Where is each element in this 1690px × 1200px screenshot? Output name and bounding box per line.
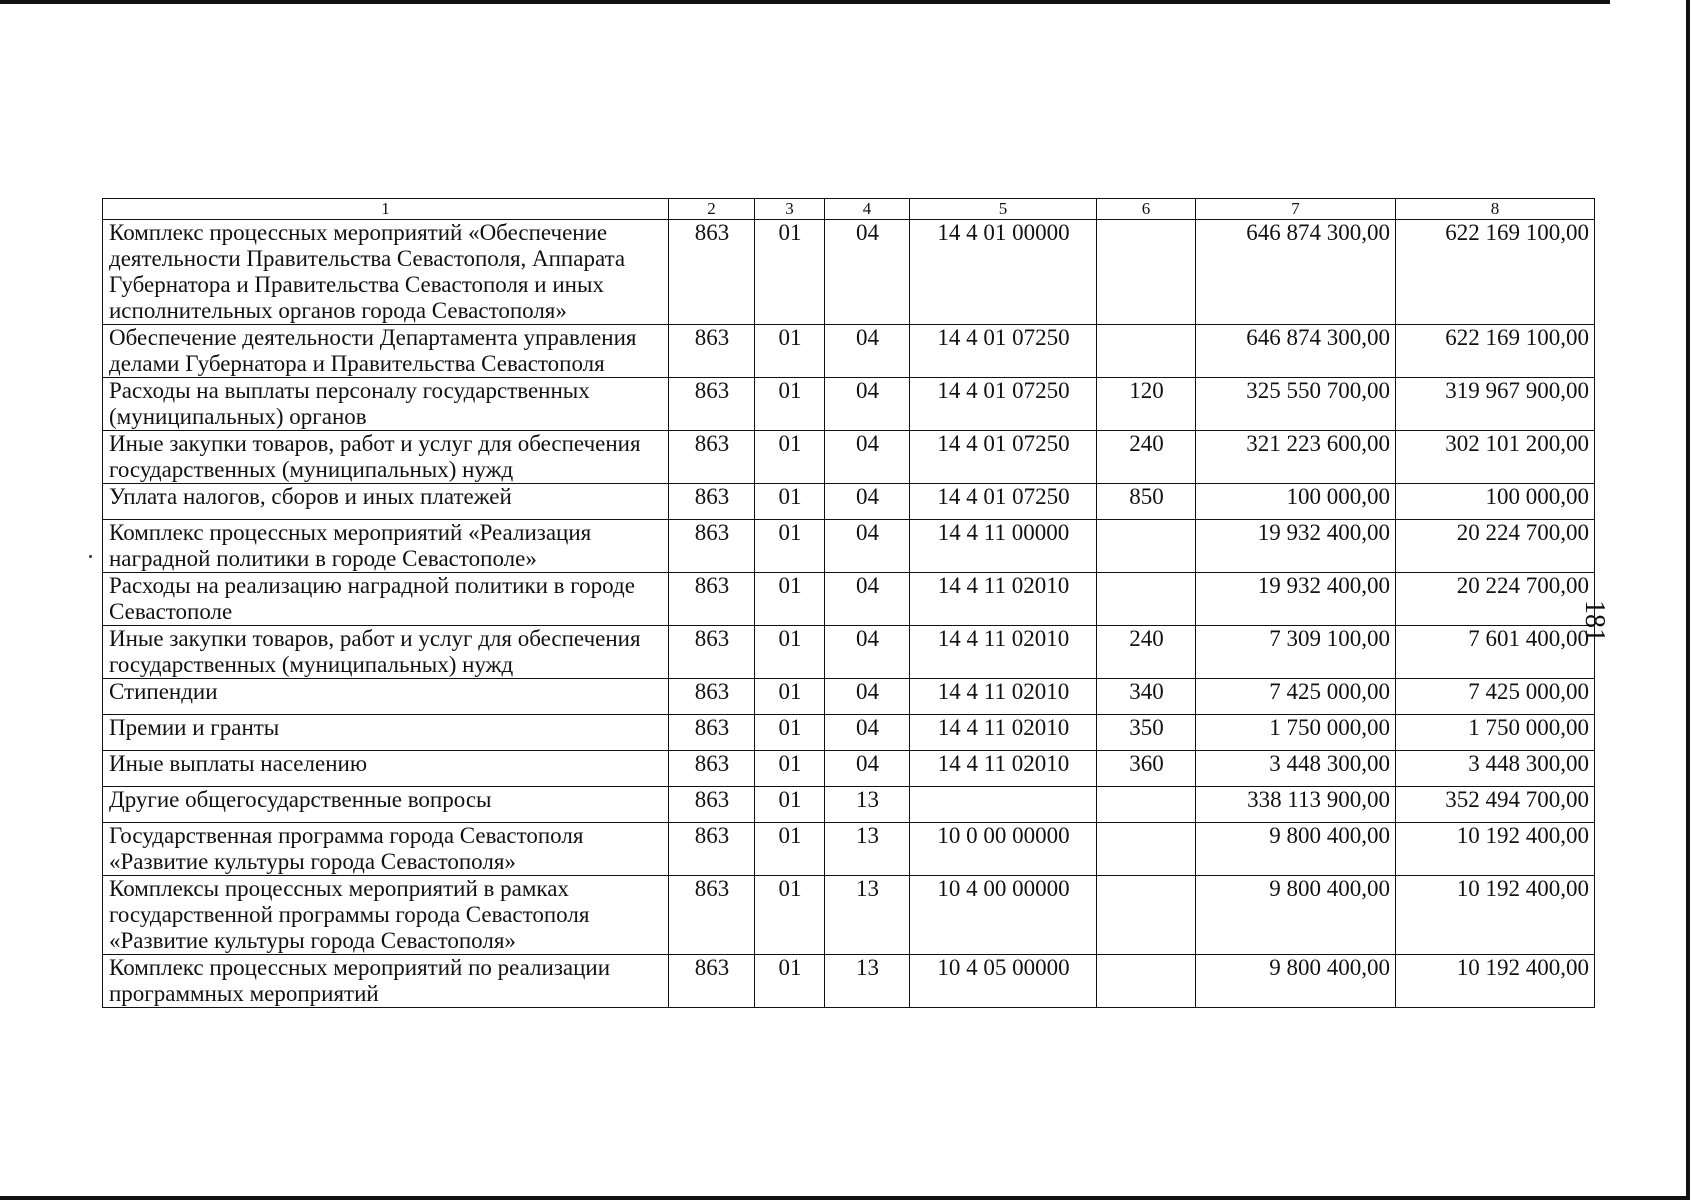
row-amount-year2-cell: 622 169 100,00 [1396,220,1595,325]
row-subsection-cell: 04 [825,431,910,484]
row-amount-year1-cell: 7 425 000,00 [1196,679,1396,715]
row-amount-year2-cell: 20 224 700,00 [1396,520,1595,573]
scan-right-border [1686,0,1690,1200]
row-expense-type-cell [1097,220,1196,325]
row-target-article-cell: 14 4 11 02010 [910,679,1097,715]
scan-bottom-border [0,1196,1690,1200]
row-target-article-cell: 10 0 00 00000 [910,823,1097,876]
row-amount-year1-cell: 9 800 400,00 [1196,955,1396,1008]
table-row [103,573,1595,626]
table-row [103,876,1595,955]
budget-table [102,198,1595,1008]
row-section-cell: 01 [755,823,825,876]
row-subsection-cell: 04 [825,325,910,378]
row-subsection-cell: 04 [825,520,910,573]
table-body [103,220,1595,1008]
row-subsection-cell: 04 [825,484,910,520]
row-ministry-code-cell: 863 [669,378,755,431]
row-expense-type-cell [1097,823,1196,876]
table-row [103,431,1595,484]
table-row [103,679,1595,715]
row-amount-year2-cell: 7 425 000,00 [1396,679,1595,715]
row-expense-type-cell: 350 [1097,715,1196,751]
table-row [103,378,1595,431]
row-name-cell: Уплата налогов, сборов и иных платежей [103,484,669,520]
row-ministry-code-cell: 863 [669,220,755,325]
column-header-4: 4 [825,199,910,220]
row-subsection-cell: 04 [825,573,910,626]
row-ministry-code-cell: 863 [669,520,755,573]
row-subsection-cell: 04 [825,626,910,679]
row-amount-year2-cell: 352 494 700,00 [1396,787,1595,823]
row-amount-year2-cell: 302 101 200,00 [1396,431,1595,484]
page-number: 181 [1579,600,1610,642]
row-section-cell: 01 [755,955,825,1008]
row-name-cell: Иные выплаты населению [103,751,669,787]
row-ministry-code-cell: 863 [669,876,755,955]
row-target-article-cell: 14 4 01 07250 [910,484,1097,520]
row-name-cell: Комплекс процессных мероприятий «Обеспечение деятельности Правительства Севастополя, Аппарата Губернатора и Правительства Севастополя и иных исполнительных органов города Севастополя» [103,220,669,325]
scan-speck [89,555,92,558]
row-ministry-code-cell: 863 [669,679,755,715]
table-row [103,715,1595,751]
column-header-3: 3 [755,199,825,220]
row-target-article-cell: 14 4 11 00000 [910,520,1097,573]
row-expense-type-cell [1097,876,1196,955]
row-section-cell: 01 [755,378,825,431]
row-target-article-cell: 14 4 01 07250 [910,325,1097,378]
row-amount-year1-cell: 321 223 600,00 [1196,431,1396,484]
row-section-cell: 01 [755,431,825,484]
row-amount-year1-cell: 9 800 400,00 [1196,823,1396,876]
row-expense-type-cell [1097,520,1196,573]
row-section-cell: 01 [755,573,825,626]
row-target-article-cell: 14 4 11 02010 [910,751,1097,787]
row-amount-year1-cell: 338 113 900,00 [1196,787,1396,823]
row-expense-type-cell [1097,573,1196,626]
row-section-cell: 01 [755,520,825,573]
row-section-cell: 01 [755,876,825,955]
column-header-5: 5 [910,199,1097,220]
row-section-cell: 01 [755,715,825,751]
row-subsection-cell: 13 [825,787,910,823]
row-amount-year1-cell: 325 550 700,00 [1196,378,1396,431]
row-amount-year1-cell: 646 874 300,00 [1196,325,1396,378]
row-amount-year1-cell: 19 932 400,00 [1196,520,1396,573]
column-header-8: 8 [1396,199,1595,220]
row-name-cell: Государственная программа города Севастополя «Развитие культуры города Севастополя» [103,823,669,876]
row-name-cell: Комплекс процессных мероприятий по реализации программных мероприятий [103,955,669,1008]
table-row [103,787,1595,823]
row-ministry-code-cell: 863 [669,325,755,378]
row-name-cell: Обеспечение деятельности Департамента управления делами Губернатора и Правительства Севастополя [103,325,669,378]
row-subsection-cell: 13 [825,876,910,955]
table-row [103,823,1595,876]
row-expense-type-cell: 240 [1097,431,1196,484]
row-amount-year2-cell: 1 750 000,00 [1396,715,1595,751]
table-row [103,325,1595,378]
row-amount-year1-cell: 100 000,00 [1196,484,1396,520]
row-target-article-cell: 10 4 00 00000 [910,876,1097,955]
column-header-6: 6 [1097,199,1196,220]
row-name-cell: Комплекс процессных мероприятий «Реализация наградной политики в городе Севастополе» [103,520,669,573]
column-header-7: 7 [1196,199,1396,220]
row-expense-type-cell: 120 [1097,378,1196,431]
row-name-cell: Расходы на реализацию наградной политики в городе Севастополе [103,573,669,626]
row-amount-year1-cell: 1 750 000,00 [1196,715,1396,751]
row-ministry-code-cell: 863 [669,787,755,823]
table-row [103,520,1595,573]
row-expense-type-cell [1097,787,1196,823]
row-target-article-cell: 14 4 01 07250 [910,378,1097,431]
row-ministry-code-cell: 863 [669,751,755,787]
row-expense-type-cell [1097,955,1196,1008]
row-amount-year1-cell: 3 448 300,00 [1196,751,1396,787]
row-subsection-cell: 04 [825,679,910,715]
row-ministry-code-cell: 863 [669,715,755,751]
row-amount-year2-cell: 10 192 400,00 [1396,955,1595,1008]
table-row [103,626,1595,679]
row-ministry-code-cell: 863 [669,626,755,679]
row-amount-year1-cell: 19 932 400,00 [1196,573,1396,626]
row-expense-type-cell: 360 [1097,751,1196,787]
row-name-cell: Другие общегосударственные вопросы [103,787,669,823]
row-expense-type-cell: 340 [1097,679,1196,715]
row-subsection-cell: 04 [825,751,910,787]
row-target-article-cell: 14 4 11 02010 [910,573,1097,626]
column-number-row [103,199,1595,220]
row-section-cell: 01 [755,626,825,679]
row-section-cell: 01 [755,787,825,823]
row-target-article-cell: 14 4 11 02010 [910,715,1097,751]
row-ministry-code-cell: 863 [669,955,755,1008]
row-name-cell: Стипендии [103,679,669,715]
row-target-article-cell: 14 4 01 07250 [910,431,1097,484]
table-row [103,220,1595,325]
row-target-article-cell: 14 4 11 02010 [910,626,1097,679]
row-amount-year2-cell: 100 000,00 [1396,484,1595,520]
table-row [103,751,1595,787]
row-amount-year2-cell: 10 192 400,00 [1396,823,1595,876]
row-subsection-cell: 13 [825,955,910,1008]
row-target-article-cell [910,787,1097,823]
row-ministry-code-cell: 863 [669,573,755,626]
row-amount-year1-cell: 646 874 300,00 [1196,220,1396,325]
row-subsection-cell: 04 [825,715,910,751]
row-section-cell: 01 [755,484,825,520]
scan-top-border [0,0,1610,4]
row-name-cell: Премии и гранты [103,715,669,751]
row-amount-year2-cell: 10 192 400,00 [1396,876,1595,955]
row-section-cell: 01 [755,679,825,715]
row-ministry-code-cell: 863 [669,823,755,876]
row-section-cell: 01 [755,325,825,378]
row-amount-year2-cell: 319 967 900,00 [1396,378,1595,431]
row-subsection-cell: 13 [825,823,910,876]
column-header-1: 1 [103,199,669,220]
row-name-cell: Иные закупки товаров, работ и услуг для обеспечения государственных (муниципальных) нужд [103,626,669,679]
row-section-cell: 01 [755,220,825,325]
row-amount-year1-cell: 9 800 400,00 [1196,876,1396,955]
row-section-cell: 01 [755,751,825,787]
row-amount-year2-cell: 20 224 700,00 [1396,573,1595,626]
row-ministry-code-cell: 863 [669,431,755,484]
row-amount-year2-cell: 622 169 100,00 [1396,325,1595,378]
row-name-cell: Комплексы процессных мероприятий в рамках государственной программы города Севастополя «Развитие культуры города Севастополя» [103,876,669,955]
row-ministry-code-cell: 863 [669,484,755,520]
row-expense-type-cell: 240 [1097,626,1196,679]
table-row [103,955,1595,1008]
row-expense-type-cell: 850 [1097,484,1196,520]
row-name-cell: Иные закупки товаров, работ и услуг для обеспечения государственных (муниципальных) нужд [103,431,669,484]
row-expense-type-cell [1097,325,1196,378]
row-subsection-cell: 04 [825,378,910,431]
row-amount-year2-cell: 3 448 300,00 [1396,751,1595,787]
table-row [103,484,1595,520]
row-subsection-cell: 04 [825,220,910,325]
row-name-cell: Расходы на выплаты персоналу государственных (муниципальных) органов [103,378,669,431]
row-amount-year2-cell: 7 601 400,00 [1396,626,1595,679]
row-amount-year1-cell: 7 309 100,00 [1196,626,1396,679]
row-target-article-cell: 10 4 05 00000 [910,955,1097,1008]
column-header-2: 2 [669,199,755,220]
row-target-article-cell: 14 4 01 00000 [910,220,1097,325]
